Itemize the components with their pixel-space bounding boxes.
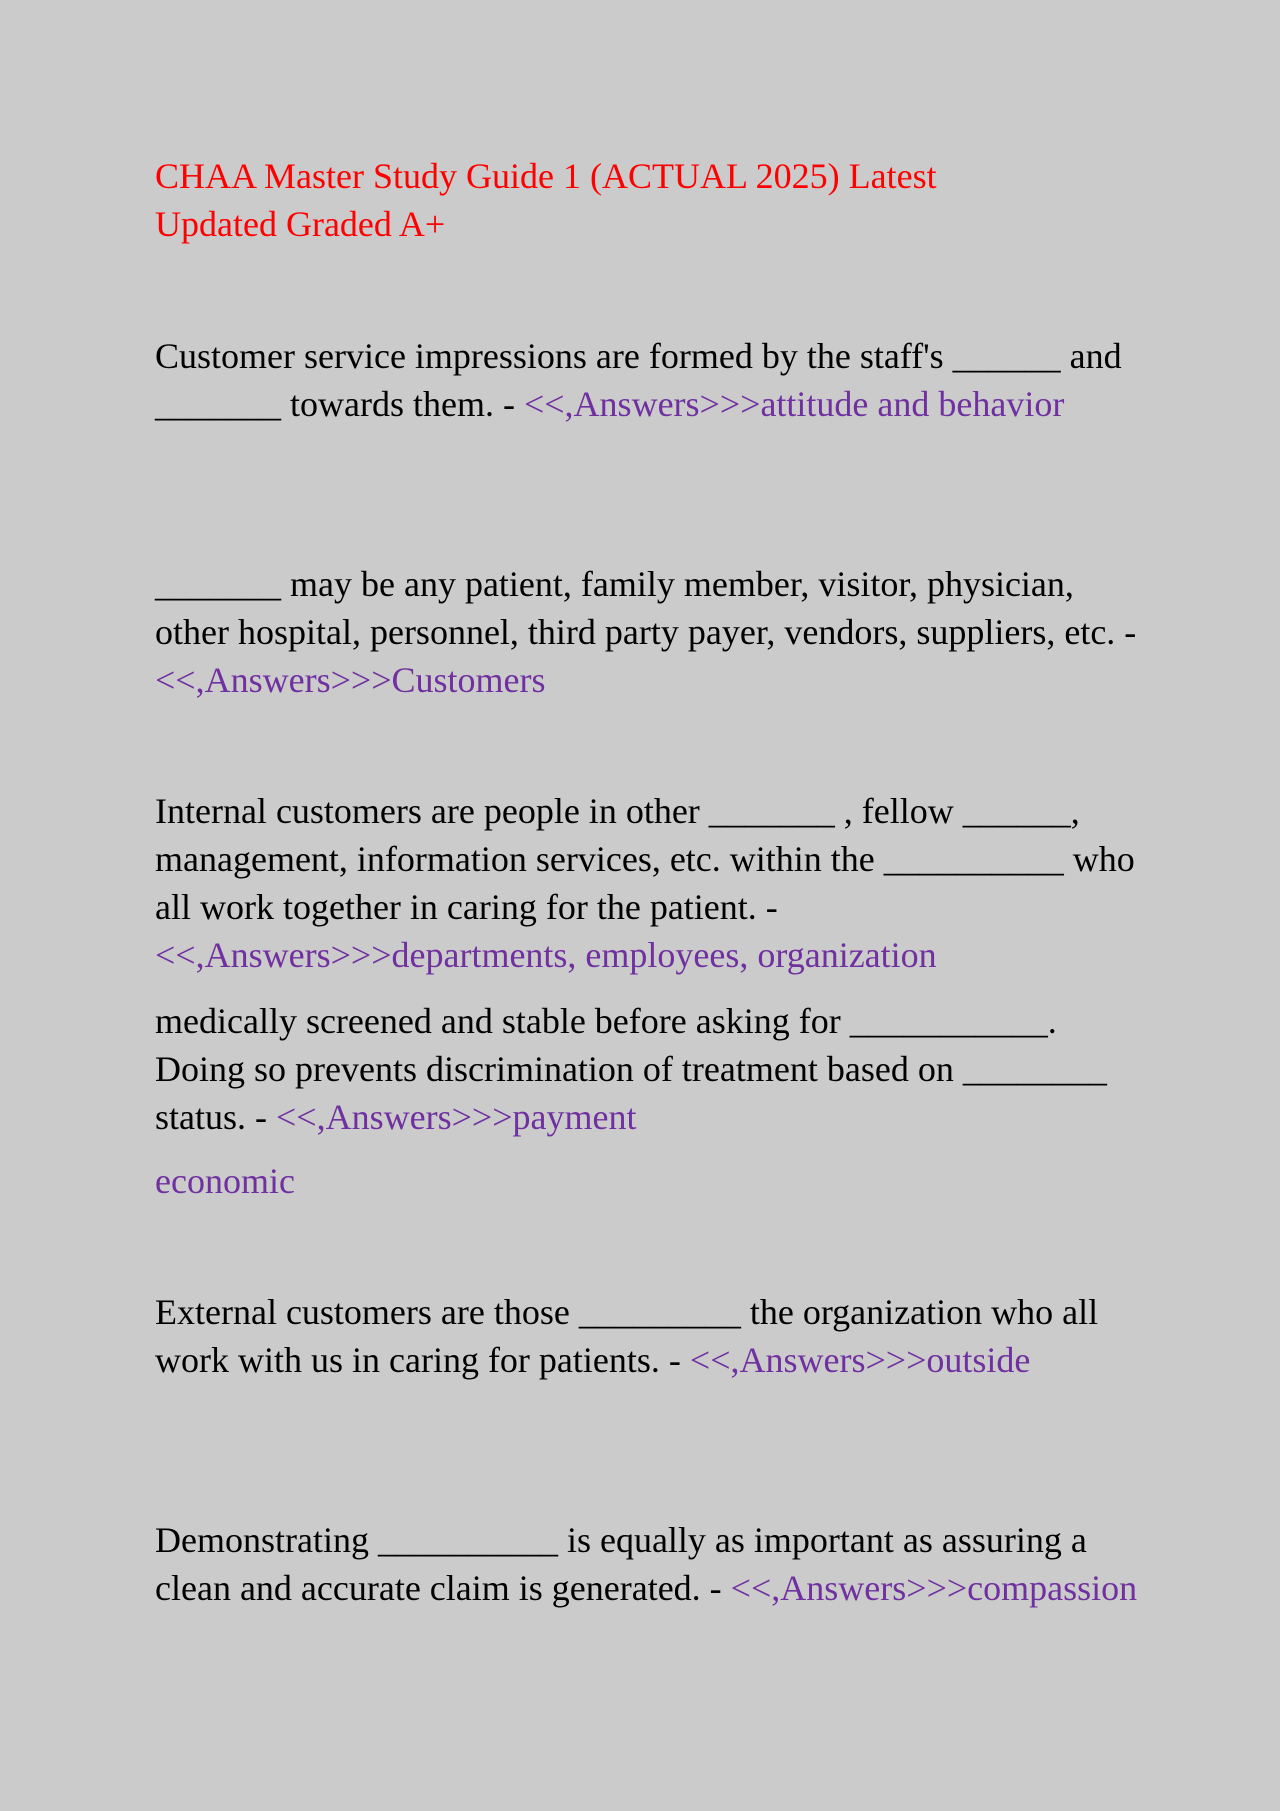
answer-text: <<,Answers>>>outside [689,1340,1031,1380]
qa-item [155,1288,1145,1384]
question-text: Customer service impressions are formed by the staff's ______ and _______ towards them. - [155,336,1122,424]
qa-item [155,560,1145,704]
extra-answer-text: economic [155,1161,295,1201]
question-text: Internal customers are people in other _______ , fellow ______, management, information services, etc. within the __________ who all work together in caring for the patient. - [155,791,1135,927]
qa-item [155,997,1145,1141]
answer-text: <<,Answers>>>attitude and behavior [523,384,1065,424]
qa-item [155,332,1145,428]
question-text: _______ may be any patient, family member, visitor, physician, other hospital, personnel, third party payer, vendors, suppliers, etc. - [155,564,1137,652]
answer-text: <<,Answers>>>Customers [155,660,546,700]
question-text: medically screened and stable before asking for ___________. Doing so prevents discrimination of treatment based on ________ status. - [155,1001,1107,1137]
answer-text: <<,Answers>>>departments, employees, organization [155,935,937,975]
answer-text: <<,Answers>>>payment [276,1097,637,1137]
answer-text: <<,Answers>>>compassion [730,1568,1138,1608]
qa-item [155,1516,1145,1612]
question-text: External customers are those _________ the organization who all work with us in caring for patients. - [155,1292,1099,1380]
question-text: Demonstrating __________ is equally as important as assuring a clean and accurate claim is generated. - [155,1520,1087,1608]
document-title: CHAA Master Study Guide 1 (ACTUAL 2025) Latest Updated Graded A+ [155,156,937,244]
qa-item [155,787,1145,979]
